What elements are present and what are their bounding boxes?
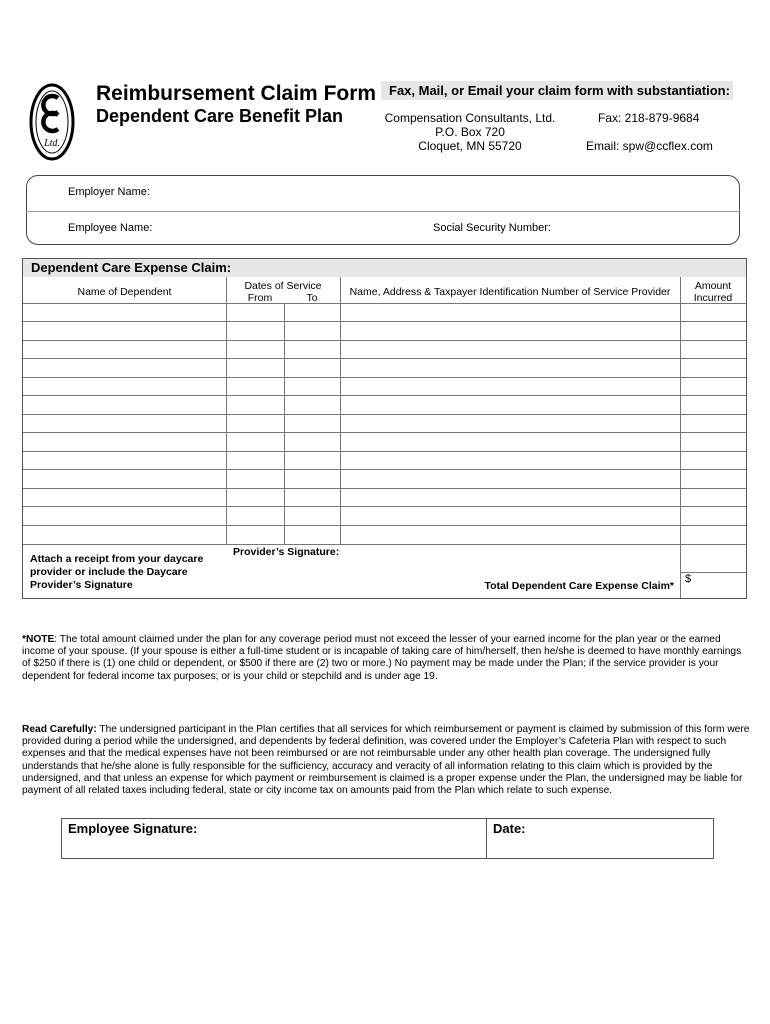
ssn-field[interactable]: [550, 220, 730, 238]
ssn-label: Social Security Number:: [433, 222, 551, 234]
employee-name-field[interactable]: [160, 220, 420, 238]
claim-entry-rows[interactable]: [24, 304, 680, 544]
header-to: To: [306, 292, 318, 304]
header-name-of-dependent: Name of Dependent: [77, 286, 172, 298]
employer-name-label: Employer Name:: [68, 186, 150, 198]
employee-name-label: Employee Name:: [68, 222, 153, 234]
signature-divider: [486, 818, 487, 859]
provider-signature-label: Provider’s Signature:: [233, 546, 340, 558]
header-dates-of-service: Dates of Service: [244, 280, 322, 292]
info-divider: [26, 211, 740, 212]
company-logo: [28, 82, 76, 162]
header-provider: Name, Address & Taxpayer Identification Number of Service Provider: [349, 286, 671, 298]
form-subtitle: Dependent Care Benefit Plan: [96, 106, 344, 126]
header-incurred: Incurred: [693, 292, 733, 304]
employee-signature-label: Employee Signature:: [68, 821, 198, 836]
note-text: : The total amount claimed under the plan for any coverage period must not exceed the lesser of your earned income for the plan year or the earned income of your spouse. (If your spouse is either a full-time student or is incapable of taking care of him/herself, then he/she is deemed to have monthly earnings of $250 if there is (1) one child or dependent, or $500 if there are (2) two or more.) No payment may be made under the Plan; if the service provider is your dependent for federal income tax purposes; or is your child or stepchild and is under age 19.: [22, 634, 742, 682]
total-currency-symbol: $: [685, 573, 692, 585]
total-amount-field[interactable]: [695, 574, 745, 596]
address-line-2: Cloquet, MN 55720: [418, 139, 522, 153]
receipt-note: Attach a receipt from your daycare provider or include the Daycare Provider’s Signature: [30, 553, 204, 591]
claim-table-title: Dependent Care Expense Claim:: [23, 259, 746, 277]
read-carefully-paragraph: [22, 724, 750, 797]
header-from: From: [247, 292, 273, 304]
contact-email: Email: spw@ccflex.com: [586, 139, 713, 153]
svg-text:Ltd.: Ltd.: [44, 138, 60, 149]
date-field[interactable]: [488, 836, 712, 858]
row-line: [23, 544, 746, 545]
contact-heading: Fax, Mail, or Email your claim form with substantiation:: [381, 81, 733, 100]
date-label: Date:: [493, 821, 526, 836]
read-carefully-text: The undersigned participant in the Plan certifies that all services for which reimbursement or payment is claimed by submission of this form were provided during a period while the undersigned, and dependents by federal definition, was covered under the Employer’s Cafeteria Plan with respect to such expenses and that the medical expenses have not been reimbursed or are not reimbursable under any other health plan coverage. The undersigned fully understands that he/she alone is fully responsible for the sufficiency, accuracy and veracity of all information relating to this claim which is provided by the undersigned, and that unless an expense for which payment or reimbursement is claimed is a proper expense under the Plan, the undersigned may be liable for payment of all related taxes including federal, state or city income tax on amounts paid from the Plan which relate to such expense.: [22, 724, 750, 797]
form-title: Reimbursement Claim Form: [96, 82, 377, 105]
header-amount: Amount: [694, 280, 732, 292]
read-carefully-lead: Read Carefully:: [22, 724, 97, 735]
total-claim-label: Total Dependent Care Expense Claim*: [484, 580, 674, 592]
provider-signature-field[interactable]: [233, 560, 673, 576]
note-lead: *NOTE: [22, 634, 55, 645]
address-line-1: P.O. Box 720: [435, 125, 505, 139]
note-paragraph: [22, 634, 750, 683]
employer-name-field[interactable]: [160, 184, 720, 202]
company-name: Compensation Consultants, Ltd.: [384, 111, 556, 125]
employee-signature-field[interactable]: [62, 836, 485, 858]
fax-number: Fax: 218-879-9684: [598, 111, 700, 125]
amount-entry-cells[interactable]: [681, 304, 746, 544]
